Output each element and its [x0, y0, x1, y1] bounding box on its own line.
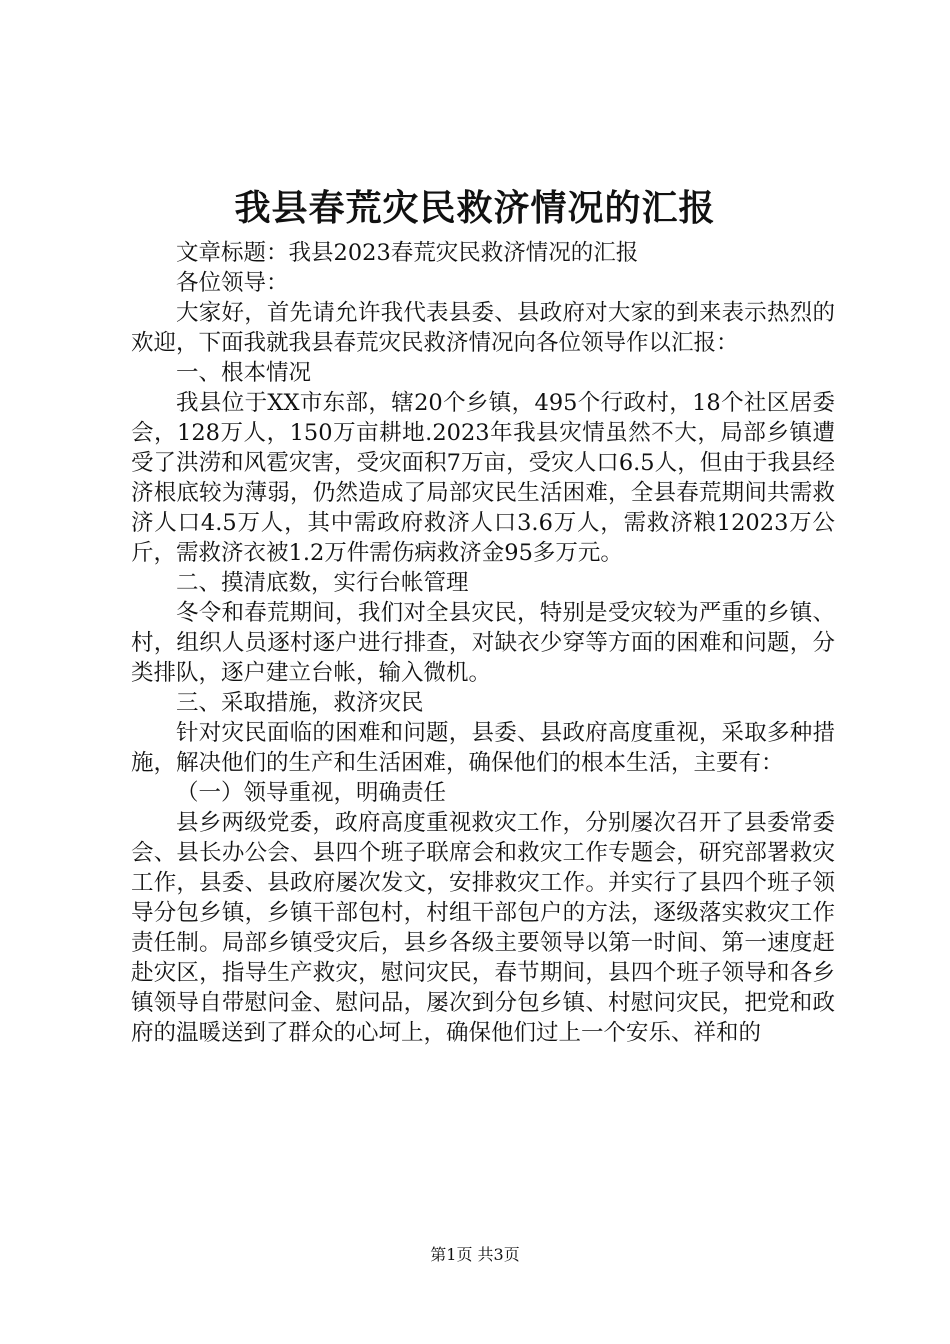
paragraph-relief-measures: 针对灾民面临的困难和问题，县委、县政府高度重视，采取多种措施，解决他们的生产和生活困难，确保他们的根本生活，主要有：: [131, 720, 835, 776]
paragraph-basic-situation: 我县位于XX市东部，辖20个乡镇，495个行政村，18个社区居委会，128万人，150万亩耕地.2023年我县灾情虽然不大，局部乡镇遭受了洪涝和风雹灾害，受灾面积7万亩，受灾人口6.5人，但由于我县经济根底较为薄弱，仍然造成了局部灾民生活困难，全县春荒期间共需救济人口4.5万人，其中需政府救济人口3.6万人，需救济粮12023万公斤，需救济衣被1.2万件需伤病救济金95多万元。: [131, 390, 835, 566]
section-heading-ledger-management: 二、摸清底数，实行台帐管理: [176, 570, 469, 596]
section-heading-basic-situation: 一、根本情况: [176, 360, 312, 386]
document-body: [131, 238, 835, 1048]
paragraph-welcome: 大家好，首先请允许我代表县委、县政府对大家的到来表示热烈的欢迎，下面我就我县春荒灾民救济情况向各位领导作以汇报：: [131, 300, 835, 356]
paragraph-ledger-management: 冬令和春荒期间，我们对全县灾民，特别是受灾较为严重的乡镇、村，组织人员逐村逐户进行排查，对缺衣少穿等方面的困难和问题，分类排队，逐户建立台帐，输入微机。: [131, 600, 835, 686]
section-heading-relief-measures: 三、采取措施，救济灾民: [176, 690, 424, 716]
subsection-heading-leadership: （一）领导重视，明确责任: [176, 780, 447, 806]
page-footer: 第1页 共3页: [430, 1245, 520, 1264]
document-title: 我县春荒灾民救济情况的汇报: [234, 187, 716, 229]
paragraph-article-title: 文章标题：我县2023春荒灾民救济情况的汇报: [176, 240, 639, 266]
paragraph-leadership: 县乡两级党委，政府高度重视救灾工作，分别屡次召开了县委常委会、县长办公会、县四个班子联席会和救灾工作专题会，研究部署救灾工作，县委、县政府屡次发文，安排救灾工作。并实行了县四个班子领导分包乡镇，乡镇干部包村，村组干部包户的方法，逐级落实救灾工作责任制。局部乡镇受灾后，县乡各级主要领导以第一时间、第一速度赶赴灾区，指导生产救灾，慰问灾民，春节期间，县四个班子领导和各乡镇领导自带慰问金、慰问品，屡次到分包乡镇、村慰问灾民，把党和政府的温暖送到了群众的心坷上，确保他们过上一个安乐、祥和的: [131, 810, 835, 1046]
paragraph-salutation: 各位领导：: [176, 270, 289, 296]
